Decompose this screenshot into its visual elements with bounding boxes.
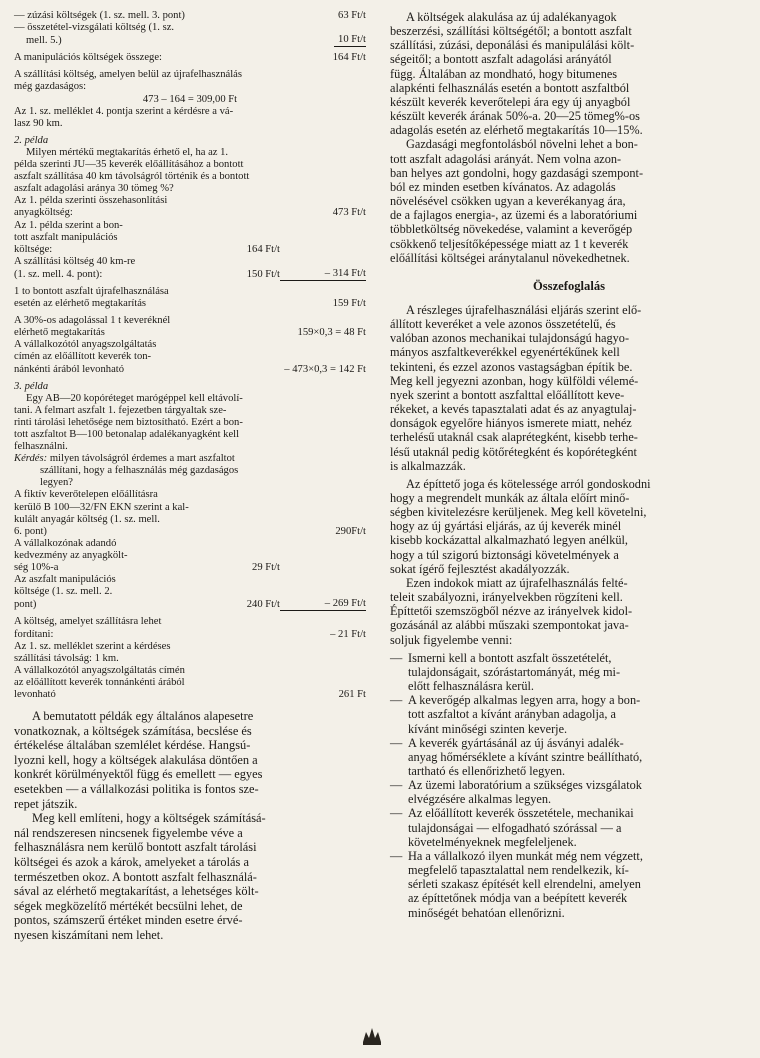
cost-row: költsége: 164 Ft/t [14, 243, 280, 255]
text-line: tott aszfaltot B—100 betonalap adalékanyagként kell [14, 429, 240, 440]
manipulation-sum-row: A manipulációs költségek összege: 164 Ft/t [14, 52, 366, 64]
cost-row: (1. sz. mell. 4. pont): 150 Ft/t – 314 Ft/t [14, 267, 366, 280]
text-line: A szállítási költség, amelyen belül az újrafelhasználás [14, 69, 242, 81]
text-line: A vállalkozónak adandó [14, 537, 117, 549]
cost-row: 6. pont) 290Ft/t [14, 525, 366, 537]
list-item: — A keverőgép alkalmas legyen arra, hogy a bon- tott aszfaltot a kívánt arányban adagolja, a kívánt minőségi szinten keverje. [390, 693, 641, 736]
text-line: A 30%-os adagolással 1 t keveréknél [14, 315, 171, 327]
text-line: tani. A felmart aszfalt 1. fejezetben tárgyaltak sze- [14, 404, 227, 416]
text-line: szállítási távolság: 1 km. [14, 652, 119, 664]
cost-row: pont) 240 Ft/t – 269 Ft/t [14, 598, 366, 611]
seal-icon [360, 1024, 384, 1046]
cost-row: — összetétel-vizsgálati költség (1. sz. [14, 22, 175, 34]
text-line: kerülő B 100—32/FN ÉKN szerint a kal- [14, 501, 189, 513]
text-line: kedvezmény az anyagkölt- [14, 549, 128, 561]
cost-row: ség 10%-a 29 Ft/t [14, 562, 280, 574]
text-line: még gazdaságos: [14, 81, 87, 93]
text-line: felhasználni. [14, 441, 68, 453]
list-item: — Az üzemi laboratórium a szükséges vizsgálatok elvégzésére alkalmas legyen. [390, 778, 642, 807]
cost-row: — zúzási költségek (1. sz. mell. 3. pont) 63 Ft/t [14, 10, 366, 21]
text-line: Az aszfalt manipulációs [14, 574, 116, 586]
text-line: A költség, amelyet szállításra lehet [14, 616, 162, 628]
cost-row: elérhető megtakarítás 159×0,3 = 48 Ft [14, 327, 366, 339]
text-line: Az 1. példa szerint a bon- [14, 219, 123, 231]
list-item: — Ismerni kell a bontott aszfalt összetételét, tulajdonságait, szórástartományát, még mi- előtt felhasználásra kerül. [390, 650, 621, 694]
text-line: lasz 90 km. [14, 117, 63, 129]
text-line: költsége (1. sz. mell. 2. [14, 586, 113, 598]
text-line: A fiktív keverőtelepen előállításra [14, 489, 158, 501]
text-line: rinti tárolási lehetősége nem biztosítható. Ezért a bon- [14, 416, 243, 428]
text-line: Az 1. sz. melléklet 4. pontja szerint a kérdésre a vá- [14, 105, 234, 117]
text-line: Az 1. sz. melléklet szerint a kérdéses [14, 640, 171, 652]
paragraph: Az építtető joga és kötelessége arról gondoskodni hogy a megrendelt munkák az általa előírt minő- ségben kivitelezésre kerüljenek. Meg kell követelni, hogy az új gyártási eljárás, az új keverék minél kisebb kockázattal alkalmazható legyen anélkül, hogy a túl szigorú biztonsági követelmények a sokat ígérő fejlesztést akadályozzák. [390, 476, 651, 576]
text-line: Milyen mértékű megtakarítás érhető el, ha az 1. [26, 146, 229, 158]
cost-row: mell. 5.) 10 Ft/t [26, 34, 366, 47]
question-line: Kérdés: milyen távolságról érdemes a mart aszfaltot [14, 453, 235, 465]
cost-row: nánkénti árából levonható – 473×0,3 = 142 Ft [14, 363, 366, 375]
text-line: A szállítási költség 40 km-re [14, 255, 136, 267]
cost-row: levonható 261 Ft [14, 688, 366, 700]
text-line: Egy AB—20 kopóréteget marógéppel kell eltávolí- [26, 392, 243, 404]
list-item: — Az előállított keverék összetétele, mechanikai tulajdonságai — elfogadható szórással — a követelményeknek megfeleljenek. [390, 806, 634, 849]
section-heading: Összefoglalás [532, 278, 606, 293]
text-line: példa szerinti JU—35 keverék előállításához a bontott [14, 159, 244, 171]
paragraph: Meg kell említeni, hogy a költségek számításá- nál rendszeresen nincsenek figyelembe véve a felhasználásra nem kerülő bontott aszfalt tárolási költségei és azok a károk, amelyeket a tárolás a természetben okoz. A bontott aszfalt felhasználá- sával az elérhető megtakarítást, a lehetséges költ- ségek megközelítő mértékét becsülni lehet, de pontos, számszerű értéket minden esetre érvé- nyesen kiszámítani nem lehet. [14, 811, 266, 942]
text-line: tott aszfalt manipulációs [14, 231, 118, 243]
paragraph: A költségek alakulása az új adalékanyagok beszerzési, szállítási költségétől; a bontott aszfalt szállítási, zúzási, deponálási és manipulálási költ- ségeitől; a bontott aszfalt adagolási arányától függ. Általában az mondható, hogy bitumenes alapkénti felhasználás esetén a bontott aszfaltból készült keverék keverőtelepi ára egy új anyagból készült keverék árának 50%-a. 20—25 tömeg%-os adagolás esetén az elérhető megtakarítás 10—15%. [390, 10, 643, 138]
text-line: címén az előállított keverék ton- [14, 351, 152, 363]
paragraph: A bemutatott példák egy általános alapesetre vonatkoznak, a költségek számítása, becslése és értékelése általában szemlélet kérdése. Hangsú- lyozni kell, hogy a költségek alakulása döntően a konkrét körülményektől függ és emellett — egyes esetekben — a vállalkozási politika is fontos sze- repet játszik. [14, 709, 263, 811]
text-line: aszfalt szállítása 40 km távolságról történik és a bontott [14, 171, 250, 183]
text-line: aszfalt adagolási aránya 30 tömeg %? [14, 183, 174, 195]
left-column [14, 0, 366, 943]
paragraph: Gazdasági megfontolásból növelni lehet a bon- tott aszfalt adagolási arányát. Nem volna azon- ban helyes azt gondolni, hogy gazdasági szempont- ból ez minden esetben kívánatos. Az adagolás növelésével csökken ugyan a keverékanyag ára, de a fajlagos energia-, az üzemi és a laboratóriumi többletköltség növekedése, valamint a keverőgép csökkenő teljesítőképessége miatt az 1 t keverék előállítási költségei aránytalanul növekedhetnek. [390, 137, 644, 265]
example-3-title: 3. példa [14, 380, 49, 392]
text-line: szállítani, hogy a felhasználás még gazdaságos [40, 465, 239, 477]
text-line: Az 1. példa szerinti összehasonlítási [14, 195, 168, 207]
text-line: 1 to bontott aszfalt újrafelhasználása [14, 285, 169, 297]
cost-row: anyagköltség: 473 Ft/t [14, 207, 366, 219]
cost-row: esetén az elérhető megtakarítás 159 Ft/t [14, 298, 366, 310]
paragraph: A részleges újrafelhasználási eljárás szerint elő- állított keveréket a vele azonos összetételű, és valóban azonos mechanikai tulajdonságú hagyo- mányos aszfaltkeverékkel egyenértékűnek kell tekinteni, és ezzel azonos vastagságban építik be. Meg kell jegyezni azonban, hogy külföldi vélemé- nyek szerint a bontott aszfalttal előállított keve- rékeket, a kevés tapasztalati adat és az anyagtulaj- donságok egyelőre hiányos ismerete miatt, nehéz terhelésű utaknál csak alaprétegként, kisebb terhe- lésű utaknál pedig kötőrétegként és kopórétegként is alkalmazzák. [390, 302, 642, 473]
cost-row: fordítani: – 21 Ft/t [14, 628, 366, 640]
text-line: legyen? [40, 477, 73, 489]
text-line: A vállalkozótól anyagszolgáltatás [14, 339, 157, 351]
formula: 473 – 164 = 309,00 Ft [142, 93, 238, 105]
text-line: kulált anyagár költség (1. sz. mell. [14, 513, 160, 525]
list-item: — A keverék gyártásánál az új ásványi adalék- anyag hőmérséklete a kívánt szintre beállítható, tartható és ellenőrizhető legyen. [390, 735, 643, 778]
example-2-title: 2. példa [14, 134, 49, 146]
text-line: A vállalkozótól anyagszolgáltatás címén [14, 664, 185, 676]
list-item: — Ha a vállalkozó ilyen munkát még nem végzett, megfelelő tapasztalattal nem rendelkezik, kí- sérleti szakasz építését kell elrendelni, amelyen az építtetőnek módja van a beépített keverék minőségét behatóan ellenőrizni. [390, 848, 643, 920]
text-line: az előállított keverék tonnánkénti árából [14, 676, 185, 688]
paragraph: Ezen indokok miatt az újrafelhasználás felté- teleit szabályozni, irányelvekben rögzíteni kell. Építtetői szemszögből nézve az irányelvek kidol- gozásánál az alábbi műszaki szempontokat java- soljuk figyelembe venni: [390, 575, 633, 647]
right-column [390, 0, 748, 920]
